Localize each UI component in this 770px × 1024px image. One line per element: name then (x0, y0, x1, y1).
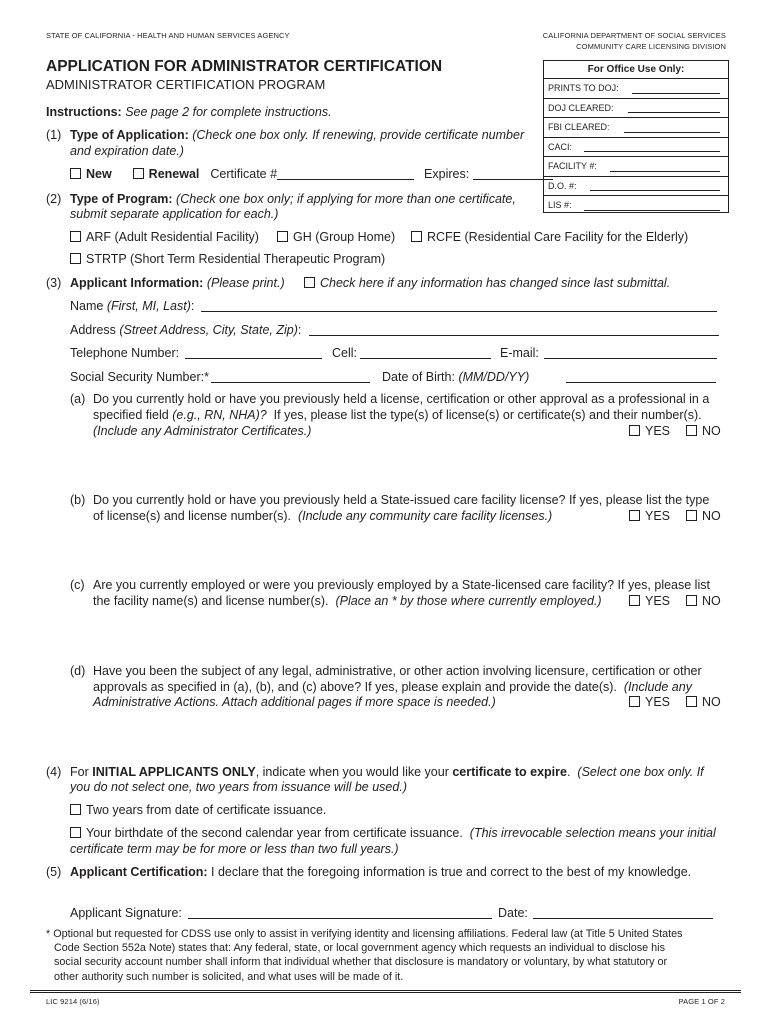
department-header (543, 31, 726, 51)
info-changed-option: Check here if any information has changed since last submittal. (304, 276, 670, 290)
telephone-label: Telephone Number: (70, 346, 180, 360)
section-5-heading: Applicant Certification: I declare that the foregoing information is true and correct to the best of my knowledge. (70, 865, 692, 879)
question-a-line3: (Include any Administrator Certificates.) (93, 424, 312, 438)
question-d-no: NO (686, 695, 721, 709)
program-arf: ARF (Adult Residential Facility) (70, 230, 259, 244)
office-field-facility: FACILITY #: (544, 157, 728, 177)
program-strtp: STRTP (Short Term Residential Therapeutic Program) (70, 252, 385, 266)
form-subtitle: ADMINISTRATOR CERTIFICATION PROGRAM (46, 77, 326, 92)
question-b-no-checkbox[interactable] (686, 510, 697, 521)
expire-option-birthdate-cont: certificate term may be for more or less than two full years.) (70, 842, 399, 856)
email-field[interactable] (544, 347, 717, 359)
program-rcfe: RCFE (Residential Care Facility for the Elderly) (411, 230, 688, 244)
cell-label: Cell: (332, 346, 358, 360)
question-a-no-checkbox[interactable] (686, 425, 697, 436)
question-b-line1: Do you currently hold or have you previously held a State-issued care facility license? If yes, please list the type (93, 493, 710, 507)
signature-field[interactable] (188, 907, 492, 919)
question-b-yes: YES (629, 509, 670, 523)
dob-label: Date of Birth: (MM/DD/YY) (382, 370, 530, 384)
ssn-footnote: * Optional but requested for CDSS use only to assist in verifying identity and licensing affiliations. Federal law (at Title 5 United States Code Section 552a Note) states that: Any federal, state, or local government agency which requests an individual to disclose his social security account number shall inform that individual whether that disclosure is mandatory or voluntary, by what statutory or other authority such number is solicited, and what uses will be made of it. (46, 928, 683, 983)
new-checkbox[interactable] (70, 168, 81, 179)
certificate-number-field[interactable] (277, 168, 414, 180)
question-a-yes: YES (629, 424, 670, 438)
form-number: LIC 9214 (6/16) (46, 997, 100, 1006)
expire-option-two-years: Two years from date of certificate issuance. (70, 803, 326, 817)
office-field-fbi-cleared: FBI CLEARED: (544, 118, 728, 138)
section-3-heading: Applicant Information: (Please print.) (70, 276, 285, 290)
date-field[interactable] (533, 907, 713, 919)
question-a-mark: (a) (70, 392, 86, 406)
ssn-field[interactable] (211, 371, 370, 383)
question-c-line2: the facility name(s) and license number(s). (Place an * by those where currently employed.) (93, 594, 602, 608)
date-label: Date: (498, 906, 528, 920)
certificate-label: Certificate # (210, 167, 278, 181)
question-c-mark: (c) (70, 578, 85, 592)
section-2-heading: Type of Program: (Check one box only; if applying for more than one certificate, (70, 192, 516, 206)
section-4-heading: For INITIAL APPLICANTS ONLY, indicate when you would like your certificate to expire. (Select one box only. If (70, 765, 704, 779)
renewal-label: Renewal (148, 167, 200, 181)
section-5-mark: (5) (46, 865, 62, 879)
section-1-heading-cont: and expiration date.) (70, 144, 184, 158)
question-d-yes: YES (629, 695, 670, 709)
question-c-no: NO (686, 594, 721, 608)
office-field-caci: CACI: (544, 138, 728, 158)
question-c-yes-checkbox[interactable] (629, 595, 640, 606)
question-b-yes-checkbox[interactable] (629, 510, 640, 521)
office-field-prints-to-doj: PRINTS TO DOJ: (544, 79, 728, 99)
agency-header: STATE OF CALIFORNIA - HEALTH AND HUMAN SERVICES AGENCY (46, 31, 290, 40)
footer-rule-bottom (30, 992, 741, 993)
question-c-yes: YES (629, 594, 670, 608)
question-b-no: NO (686, 509, 721, 523)
office-use-heading: For Office Use Only: (544, 61, 728, 79)
footer-rule-top (30, 990, 741, 991)
program-gh: GH (Group Home) (277, 230, 395, 244)
question-d-line3: Administrative Actions. Attach additional pages if more space is needed.) (93, 695, 496, 709)
arf-checkbox[interactable] (70, 231, 81, 242)
name-row: Name (First, MI, Last): (70, 299, 195, 313)
question-d-line1: Have you been the subject of any legal, administrative, or other action involving licensure, certification or other (93, 664, 702, 678)
office-field-lis: LIS #: (544, 196, 728, 215)
new-label: New (86, 167, 112, 181)
section-4-heading-cont: you do not select one, two years from issuance will be used.) (70, 780, 407, 794)
expires-label: Expires: (424, 167, 470, 181)
page-number: PAGE 1 OF 2 (678, 997, 725, 1006)
email-label: E-mail: (500, 346, 539, 360)
rcfe-checkbox[interactable] (411, 231, 422, 242)
name-field[interactable] (201, 300, 717, 312)
question-a-line2: specified field (e.g., RN, NHA)? If yes, please list the type(s) of license(s) or certificate(s) and their number(s). (93, 408, 702, 422)
question-d-line2: approvals as specified in (a), (b), and (c) above? If yes, please explain and provide the date(s). (Include any (93, 680, 692, 694)
section-4-mark: (4) (46, 765, 62, 779)
section-3-mark: (3) (46, 276, 62, 290)
question-d-mark: (d) (70, 664, 86, 678)
birthdate-checkbox[interactable] (70, 827, 81, 838)
application-type-row (70, 167, 553, 181)
question-c-no-checkbox[interactable] (686, 595, 697, 606)
department-name: CALIFORNIA DEPARTMENT OF SOCIAL SERVICES (542, 31, 726, 40)
strtp-checkbox[interactable] (70, 253, 81, 264)
section-2-mark: (2) (46, 192, 62, 206)
renewal-checkbox[interactable] (133, 168, 144, 179)
office-field-do: D.O. #: (544, 177, 728, 197)
question-a-line1: Do you currently hold or have you previously held a license, certification or other approval as a professional in a (93, 392, 710, 406)
telephone-field[interactable] (185, 347, 322, 359)
address-field[interactable] (309, 324, 719, 336)
division-name: COMMUNITY CARE LICENSING DIVISION (576, 42, 726, 51)
section-2-heading-cont: submit separate application for each.) (70, 207, 279, 221)
instructions: Instructions: See page 2 for complete instructions. (46, 105, 332, 119)
info-changed-checkbox[interactable] (304, 277, 315, 288)
office-field-doj-cleared: DOJ CLEARED: (544, 99, 728, 119)
question-c-line1: Are you currently employed or were you previously employed by a State-licensed care facility? If yes, please list (93, 578, 710, 592)
section-1-heading: Type of Application: (Check one box only. If renewing, provide certificate number (70, 128, 525, 142)
question-d-no-checkbox[interactable] (686, 696, 697, 707)
question-a-no: NO (686, 424, 721, 438)
gh-checkbox[interactable] (277, 231, 288, 242)
section-1-mark: (1) (46, 128, 62, 142)
form-title: APPLICATION FOR ADMINISTRATOR CERTIFICATION (46, 58, 443, 75)
cell-field[interactable] (360, 347, 491, 359)
address-row: Address (Street Address, City, State, Zip): (70, 323, 302, 337)
two-years-checkbox[interactable] (70, 804, 81, 815)
expires-field[interactable] (473, 168, 553, 180)
question-b-mark: (b) (70, 493, 86, 507)
expire-option-birthdate: Your birthdate of the second calendar year from certificate issuance. (This irrevocable selection means your initial (70, 826, 716, 840)
question-a-yes-checkbox[interactable] (629, 425, 640, 436)
ssn-label: Social Security Number:* (70, 370, 209, 384)
dob-field[interactable] (566, 371, 716, 383)
signature-label: Applicant Signature: (70, 906, 182, 920)
question-d-yes-checkbox[interactable] (629, 696, 640, 707)
office-use-box (543, 60, 729, 213)
question-b-line2: of license(s) and license number(s). (Include any community care facility licenses.) (93, 509, 553, 523)
